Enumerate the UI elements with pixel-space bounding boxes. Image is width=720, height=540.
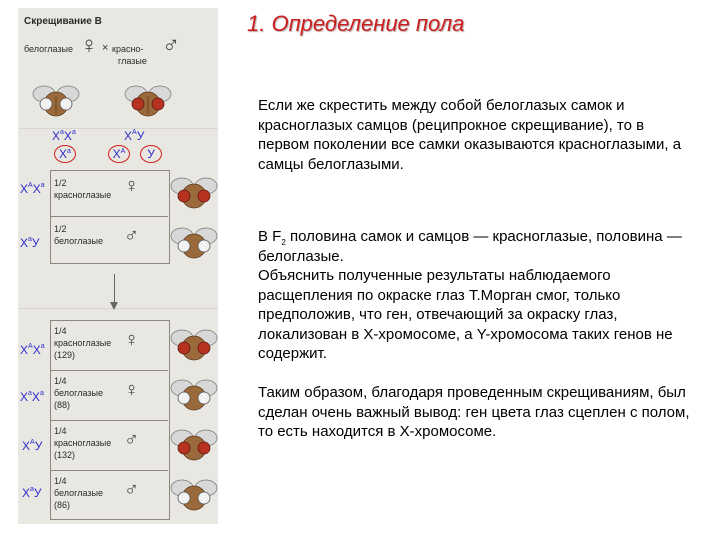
f2-phenotype: красноглазые <box>54 338 112 348</box>
f2-fraction: 1/4 <box>54 376 67 386</box>
female-symbol-icon: ♀ <box>124 379 139 401</box>
female-symbol-icon: ♀ <box>80 32 98 59</box>
fly-red-eyed-male-icon <box>124 82 172 118</box>
f1-phenotype: белоглазые <box>54 236 103 246</box>
paragraph-morgan-explanation: Объяснить полученные результаты наблюдаемого расщепления по окраске глаз Т.Морган смог, только предположив, что ген, отвечающий за окраску глаз, локализован в Х-хромосоме, а Y-хромосома таких генов не содержит. <box>258 267 673 362</box>
f1-fraction: 1/2 <box>54 224 67 234</box>
f1-female-genotype: $Х^АХ^а$ <box>20 182 45 196</box>
row-divider <box>50 470 168 471</box>
fly-red-eyed-female-icon <box>170 174 218 210</box>
paragraph-f2: В $F_2$ половина самок и самцов — красноглазые, половина — белоглазые. <box>258 228 682 265</box>
crossing-figure <box>18 8 218 524</box>
f2-phenotype: белоглазые <box>54 388 103 398</box>
paragraph-conclusion: Таким образом, благодаря проведенным скрещиваниям, был сделан очень важный вывод: ген цвета глаз сцеплен с полом, то есть находится в Х-хромосоме. <box>258 384 690 440</box>
scan-line <box>18 308 218 309</box>
fly-white-eyed-male-icon <box>170 224 218 260</box>
arrow-down-icon <box>110 302 118 310</box>
gamete-circle: У <box>140 145 162 163</box>
parent-male-label-1: красно- <box>112 44 144 54</box>
f1-phenotype: красноглазые <box>54 190 112 200</box>
row-divider <box>50 420 168 421</box>
gamete-circle: $Х^А$ <box>108 145 130 163</box>
scan-line <box>18 128 218 129</box>
f2-phenotype: белоглазые <box>54 488 103 498</box>
fly-red-eyed-male-icon <box>170 426 218 462</box>
f2-fraction: 1/4 <box>54 476 67 486</box>
arrow-shaft <box>114 274 115 302</box>
male-symbol-icon: ♂ <box>162 32 180 59</box>
male-symbol-icon: ♂ <box>124 479 139 501</box>
parent-female-genotype: $Х^аХ^а$ <box>52 129 76 143</box>
parent-male-label-2: глазые <box>118 56 147 66</box>
row-divider <box>50 370 168 371</box>
fly-red-eyed-female-icon <box>170 326 218 362</box>
fly-white-eyed-female-icon <box>32 82 80 118</box>
gamete-circle: $Х^а$ <box>54 145 76 163</box>
f1-fraction: 1/2 <box>54 178 67 188</box>
male-symbol-icon: ♂ <box>124 225 139 247</box>
f2-genotype: $Х^аУ$ <box>22 486 42 500</box>
slide-title: 1. Определение пола <box>247 11 465 36</box>
f2-count: (88) <box>54 400 71 410</box>
parent-female-label: белоглазые <box>24 44 73 54</box>
f2-genotype: $Х^аХ^а$ <box>20 390 44 404</box>
f2-phenotype: красноглазые <box>54 438 112 448</box>
f1-results-box <box>50 170 170 264</box>
f1-male-genotype: $Х^аУ$ <box>20 236 40 250</box>
female-symbol-icon: ♀ <box>124 329 139 351</box>
f2-count: (86) <box>54 500 71 510</box>
f2-genotype: $Х^АХ^а$ <box>20 343 45 357</box>
paragraph-reciprocal-cross: Если же скрестить между собой белоглазых самок и красноглазых самцов (реципрокное скрещивание), то в первом поколении все самки оказываются красноглазыми, а самцы белоглазыми. <box>258 97 682 173</box>
cross-sign: × <box>102 42 109 54</box>
male-symbol-icon: ♂ <box>124 429 139 451</box>
f2-fraction: 1/4 <box>54 326 67 336</box>
parent-male-genotype: $Х^АУ$ <box>124 129 145 143</box>
f2-genotype: $Х^АУ$ <box>22 439 43 453</box>
fly-white-eyed-male-icon <box>170 476 218 512</box>
f2-count: (129) <box>54 350 76 360</box>
f2-fraction: 1/4 <box>54 426 67 436</box>
female-symbol-icon: ♀ <box>124 175 139 197</box>
row-divider <box>50 216 168 217</box>
f2-count: (132) <box>54 450 76 460</box>
fly-white-eyed-female-icon <box>170 376 218 412</box>
figure-title: Скрещивание В <box>24 16 102 27</box>
